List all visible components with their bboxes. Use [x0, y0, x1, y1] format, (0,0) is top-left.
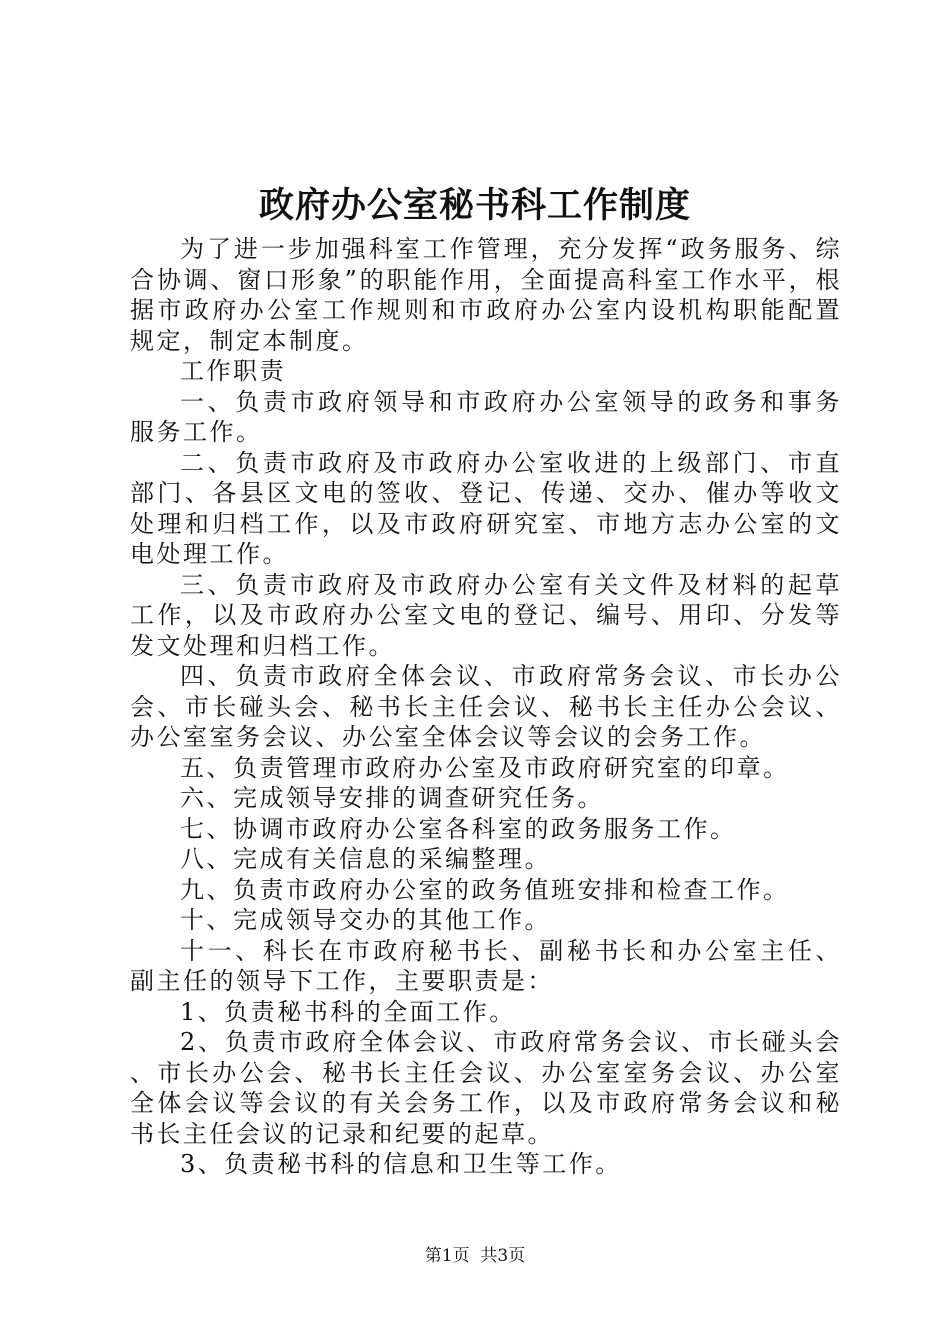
paragraph-intro: 为了进一步加强科室工作管理，充分发挥“政务服务、综合协调、窗口形象”的职能作用，全面提高科室工作水平，根据市政府办公室工作规则和市政府办公室内设机构职能配置规定，制定本制度。	[130, 235, 842, 355]
duty-item-6: 六、完成领导安排的调查研究任务。	[180, 784, 604, 812]
sub-duty-item-1: 1、负责秘书科的全面工作。	[180, 997, 516, 1026]
document-title: 政府办公室秘书科工作制度	[258, 185, 691, 226]
duty-item-11: 十一、科长在市政府秘书长、副秘书长和办公室主任、副主任的领导下工作，主要职责是：	[130, 936, 842, 995]
sub-duty-item-2: 2、负责市政府全体会议、市政府常务会议、市长碰头会、市长办公会、秘书长主任会议、办公室室务会议、办公室全体会议等会议的有关会务工作，以及市政府常务会议和秘书长主任会议的记录和纪要的起草。	[130, 1028, 842, 1148]
duty-item-2: 二、负责市政府及市政府办公室收进的上级部门、市直部门、各县区文电的签收、登记、传递、交办、催办等收文处理和归档工作，以及市政府研究室、市地方志办公室的文电处理工作。	[130, 448, 842, 568]
page-number: 第1页	[424, 1246, 470, 1266]
section-heading-duties: 工作职责	[180, 357, 286, 385]
duty-item-8: 八、完成有关信息的采编整理。	[180, 845, 551, 873]
duty-item-7: 七、协调市政府办公室各科室的政务服务工作。	[180, 814, 737, 843]
duty-item-4: 四、负责市政府全体会议、市政府常务会议、市长办公会、市长碰头会、秘书长主任会议、秘书长主任办公会议、办公室室务会议、办公室全体会议等会议的会务工作。	[130, 662, 842, 751]
duty-item-9: 九、负责市政府办公室的政务值班安排和检查工作。	[180, 875, 790, 904]
duty-item-10: 十、完成领导交办的其他工作。	[180, 906, 551, 934]
sub-duty-item-3: 3、负责秘书科的信息和卫生等工作。	[180, 1150, 622, 1178]
page-footer	[0, 1244, 950, 1268]
duty-item-1: 一、负责市政府领导和市政府办公室领导的政务和事务服务工作。	[130, 387, 842, 446]
duty-item-3: 三、负责市政府及市政府办公室有关文件及材料的起草工作，以及市政府办公室文电的登记、编号、用印、分发等发文处理和归档工作。	[130, 570, 842, 660]
document-body	[130, 234, 842, 1180]
duty-item-5: 五、负责管理市政府办公室及市政府研究室的印章。	[180, 753, 790, 782]
page-total: 共3页	[480, 1246, 526, 1266]
